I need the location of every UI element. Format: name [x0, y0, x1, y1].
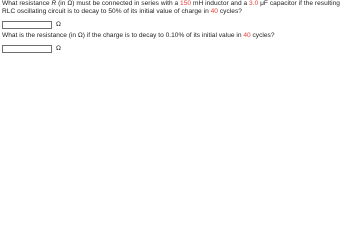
question-1-text: [2, 0, 348, 16]
answer-1-row: [2, 20, 61, 30]
question-2-part1: What is the resistance (in Ω) if the charge is to decay to 0.10% of its initial value in: [2, 32, 244, 39]
question-1-part4: μF capacitor if the resulting RLC oscillating circuit is to decay to 50% of its initial value of charge in: [2, 0, 340, 16]
problem-page: [0, 0, 350, 58]
question-1-part1: What resistance: [2, 0, 52, 7]
cycles-value-1: 40: [210, 8, 218, 16]
answer-2-row: [2, 44, 61, 54]
answer-1-input[interactable]: [2, 21, 52, 29]
question-1-part3: mH inductor and a: [191, 0, 250, 7]
question-2-text: [2, 32, 348, 40]
answer-2-input[interactable]: [2, 45, 52, 53]
answer-1-unit: Ω: [56, 21, 61, 28]
question-1-part5: cycles?: [217, 8, 242, 16]
cycles-value-2: 40: [243, 32, 251, 39]
question-1-part2: (in Ω) must be connected in series with a: [56, 0, 181, 7]
answer-2-unit: Ω: [56, 45, 61, 52]
resistance-variable: R: [51, 0, 57, 7]
question-2-part2: cycles?: [250, 32, 275, 39]
capacitance-value: 3.0: [249, 0, 259, 7]
inductance-value: 150: [180, 0, 192, 7]
